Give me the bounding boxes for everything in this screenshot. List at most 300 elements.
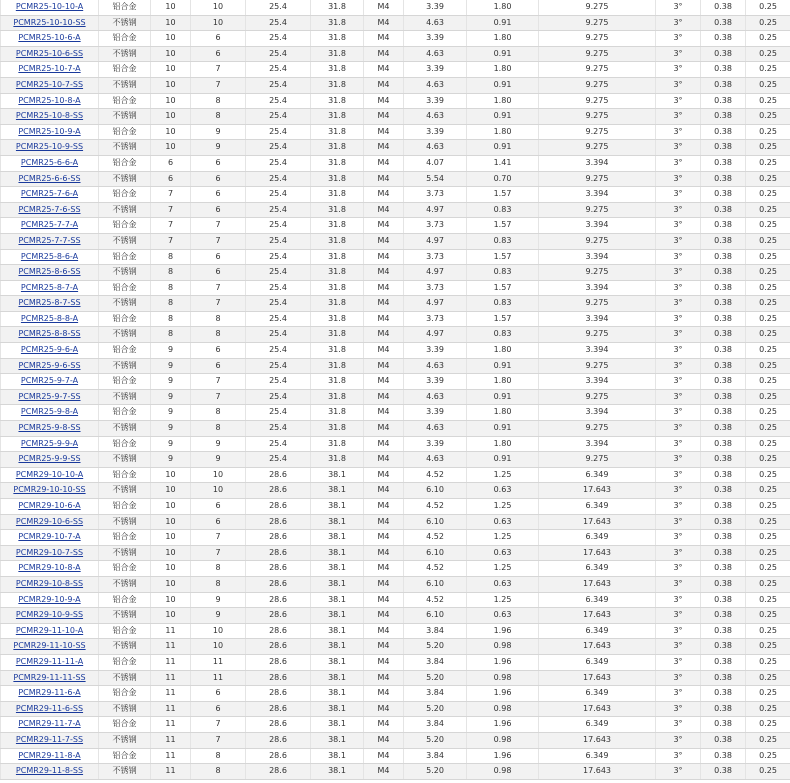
part-number-cell — [1, 639, 99, 655]
table-row — [1, 530, 790, 546]
part-number-link[interactable]: PCMR29-11-10-A — [15, 625, 84, 635]
part-number-link[interactable]: PCMR25-9-7-SS — [18, 391, 81, 401]
value-f-cell: 0.91 — [467, 46, 539, 62]
table-row — [1, 483, 790, 499]
material-cell: 铝合金 — [99, 436, 151, 452]
part-number-cell — [1, 15, 99, 31]
dimension-b-cell: 8 — [191, 109, 246, 125]
value-h-cell: 0.38 — [701, 436, 746, 452]
value-g-cell: 17.643 — [539, 483, 656, 499]
material-cell: 铝合金 — [99, 249, 151, 265]
value-g-cell: 6.349 — [539, 623, 656, 639]
value-h-cell: 0.38 — [701, 686, 746, 702]
dimension-d-cell: 38.1 — [311, 514, 364, 530]
table-row — [1, 561, 790, 577]
value-i-cell: 0.25 — [746, 296, 790, 312]
angle-cell: 3° — [656, 499, 701, 515]
part-number-link[interactable]: PCMR25-10-8-A — [18, 95, 81, 105]
part-number-cell — [1, 171, 99, 187]
dimension-a-cell: 11 — [151, 654, 191, 670]
dimension-c-cell: 25.4 — [246, 0, 311, 15]
value-i-cell: 0.25 — [746, 732, 790, 748]
dimension-c-cell: 25.4 — [246, 140, 311, 156]
value-i-cell: 0.25 — [746, 218, 790, 234]
dimension-d-cell: 31.8 — [311, 15, 364, 31]
value-e-cell: 5.54 — [404, 171, 467, 187]
value-h-cell: 0.38 — [701, 483, 746, 499]
table-row — [1, 592, 790, 608]
value-e-cell: 4.52 — [404, 530, 467, 546]
part-number-cell — [1, 265, 99, 281]
value-i-cell: 0.25 — [746, 701, 790, 717]
value-f-cell: 1.96 — [467, 654, 539, 670]
value-h-cell: 0.38 — [701, 374, 746, 390]
thread-size-cell: M4 — [364, 436, 404, 452]
material-cell: 不锈钢 — [99, 764, 151, 780]
value-f-cell: 1.57 — [467, 311, 539, 327]
part-number-link[interactable]: PCMR25-7-6-A — [20, 189, 79, 199]
value-g-cell: 17.643 — [539, 576, 656, 592]
part-number-link[interactable]: PCMR25-9-8-A — [20, 407, 79, 417]
dimension-b-cell: 6 — [191, 202, 246, 218]
value-e-cell: 4.63 — [404, 452, 467, 468]
table-row — [1, 187, 790, 203]
value-i-cell: 0.25 — [746, 109, 790, 125]
value-e-cell: 3.84 — [404, 748, 467, 764]
value-f-cell: 1.80 — [467, 124, 539, 140]
dimension-d-cell: 38.1 — [311, 670, 364, 686]
part-number-link[interactable]: PCMR25-9-8-SS — [18, 423, 81, 433]
part-number-link[interactable]: PCMR25-10-8-SS — [15, 111, 84, 121]
table-row — [1, 499, 790, 515]
part-number-link[interactable]: PCMR25-8-8-A — [20, 313, 79, 323]
table-row — [1, 701, 790, 717]
part-number-link[interactable]: PCMR29-11-8-SS — [15, 766, 84, 776]
material-cell: 不锈钢 — [99, 265, 151, 281]
dimension-c-cell: 25.4 — [246, 31, 311, 47]
thread-size-cell: M4 — [364, 202, 404, 218]
value-g-cell: 9.275 — [539, 109, 656, 125]
part-number-cell — [1, 701, 99, 717]
value-e-cell: 3.39 — [404, 62, 467, 78]
dimension-d-cell: 38.1 — [311, 717, 364, 733]
part-number-link[interactable]: PCMR25-10-6-A — [18, 33, 81, 43]
part-number-link[interactable]: PCMR25-10-7-SS — [15, 79, 84, 89]
part-number-link[interactable]: PCMR25-10-9-A — [18, 126, 81, 136]
part-number-link[interactable]: PCMR25-7-7-A — [20, 220, 79, 230]
value-h-cell: 0.38 — [701, 701, 746, 717]
material-cell: 铝合金 — [99, 748, 151, 764]
material-cell: 不锈钢 — [99, 608, 151, 624]
value-f-cell: 1.57 — [467, 249, 539, 265]
part-number-link[interactable]: PCMR25-8-8-SS — [18, 329, 81, 339]
value-e-cell: 5.20 — [404, 764, 467, 780]
thread-size-cell: M4 — [364, 155, 404, 171]
value-i-cell: 0.25 — [746, 187, 790, 203]
part-number-link[interactable]: PCMR29-11-10-SS — [13, 641, 86, 651]
value-f-cell: 0.83 — [467, 233, 539, 249]
part-number-link[interactable]: PCMR25-7-7-SS — [18, 235, 81, 245]
value-f-cell: 1.80 — [467, 93, 539, 109]
part-number-link[interactable]: PCMR25-9-6-A — [20, 345, 79, 355]
angle-cell: 3° — [656, 249, 701, 265]
angle-cell: 3° — [656, 483, 701, 499]
part-number-link[interactable]: PCMR29-10-8-SS — [15, 578, 84, 588]
table-row — [1, 15, 790, 31]
value-g-cell: 6.349 — [539, 499, 656, 515]
table-row — [1, 608, 790, 624]
angle-cell: 3° — [656, 233, 701, 249]
value-g-cell: 17.643 — [539, 670, 656, 686]
dimension-c-cell: 28.6 — [246, 467, 311, 483]
part-number-link[interactable]: PCMR25-10-10-SS — [13, 17, 86, 27]
dimension-b-cell: 8 — [191, 405, 246, 421]
dimension-c-cell: 28.6 — [246, 530, 311, 546]
dimension-c-cell: 25.4 — [246, 343, 311, 359]
dimension-d-cell: 38.1 — [311, 701, 364, 717]
dimension-a-cell: 11 — [151, 670, 191, 686]
value-i-cell: 0.25 — [746, 576, 790, 592]
part-number-link[interactable]: PCMR29-10-6-A — [18, 501, 81, 510]
material-cell: 不锈钢 — [99, 514, 151, 530]
dimension-c-cell: 25.4 — [246, 93, 311, 109]
part-number-link[interactable]: PCMR25-9-6-SS — [18, 360, 81, 370]
dimension-a-cell: 10 — [151, 140, 191, 156]
part-number-cell — [1, 296, 99, 312]
part-number-link[interactable]: PCMR25-10-7-A — [18, 64, 81, 74]
thread-size-cell: M4 — [364, 530, 404, 546]
thread-size-cell: M4 — [364, 265, 404, 281]
value-e-cell: 6.10 — [404, 608, 467, 624]
table-row — [1, 639, 790, 655]
value-h-cell: 0.38 — [701, 15, 746, 31]
dimension-d-cell: 31.8 — [311, 405, 364, 421]
angle-cell: 3° — [656, 187, 701, 203]
value-f-cell: 0.91 — [467, 358, 539, 374]
value-f-cell: 0.91 — [467, 140, 539, 156]
dimension-b-cell: 9 — [191, 608, 246, 624]
value-e-cell: 4.97 — [404, 202, 467, 218]
dimension-a-cell: 11 — [151, 764, 191, 780]
part-number-link[interactable]: PCMR25-9-9-A — [20, 438, 79, 448]
thread-size-cell: M4 — [364, 171, 404, 187]
value-i-cell: 0.25 — [746, 764, 790, 780]
value-g-cell: 6.349 — [539, 717, 656, 733]
part-number-cell — [1, 561, 99, 577]
dimension-a-cell: 10 — [151, 514, 191, 530]
material-cell: 不锈钢 — [99, 421, 151, 437]
material-cell: 不锈钢 — [99, 202, 151, 218]
dimension-d-cell: 31.8 — [311, 280, 364, 296]
thread-size-cell: M4 — [364, 77, 404, 93]
material-cell: 铝合金 — [99, 530, 151, 546]
dimension-c-cell: 25.4 — [246, 436, 311, 452]
value-h-cell: 0.38 — [701, 608, 746, 624]
thread-size-cell: M4 — [364, 311, 404, 327]
part-number-link[interactable]: PCMR29-11-6-SS — [15, 703, 84, 713]
dimension-a-cell: 8 — [151, 296, 191, 312]
dimension-a-cell: 8 — [151, 249, 191, 265]
dimension-c-cell: 25.4 — [246, 358, 311, 374]
value-i-cell: 0.25 — [746, 452, 790, 468]
part-number-link[interactable]: PCMR25-6-6-A — [20, 157, 79, 167]
dimension-a-cell: 10 — [151, 77, 191, 93]
thread-size-cell: M4 — [364, 0, 404, 15]
part-number-link[interactable]: PCMR25-7-6-SS — [18, 204, 81, 214]
value-g-cell: 9.275 — [539, 327, 656, 343]
angle-cell: 3° — [656, 748, 701, 764]
angle-cell: 3° — [656, 62, 701, 78]
table-row — [1, 764, 790, 780]
part-number-link[interactable]: PCMR29-10-7-SS — [15, 547, 84, 557]
value-g-cell: 17.643 — [539, 514, 656, 530]
thread-size-cell: M4 — [364, 389, 404, 405]
part-number-link[interactable]: PCMR25-10-6-SS — [15, 48, 84, 58]
value-f-cell: 1.57 — [467, 218, 539, 234]
dimension-c-cell: 28.6 — [246, 639, 311, 655]
value-h-cell: 0.38 — [701, 249, 746, 265]
thread-size-cell: M4 — [364, 654, 404, 670]
dimension-c-cell: 25.4 — [246, 171, 311, 187]
dimension-b-cell: 9 — [191, 592, 246, 608]
material-cell: 铝合金 — [99, 405, 151, 421]
part-number-link[interactable]: PCMR29-10-8-A — [18, 563, 81, 573]
dimension-a-cell: 10 — [151, 15, 191, 31]
dimension-a-cell: 8 — [151, 311, 191, 327]
part-number-link[interactable]: PCMR29-10-6-SS — [15, 516, 84, 526]
value-h-cell: 0.38 — [701, 639, 746, 655]
dimension-c-cell: 28.6 — [246, 654, 311, 670]
part-number-link[interactable]: PCMR29-10-10-A — [15, 469, 84, 479]
value-g-cell: 3.394 — [539, 436, 656, 452]
value-h-cell: 0.38 — [701, 265, 746, 281]
value-g-cell: 17.643 — [539, 608, 656, 624]
part-number-cell — [1, 31, 99, 47]
value-i-cell: 0.25 — [746, 0, 790, 15]
value-g-cell: 9.275 — [539, 0, 656, 15]
part-number-link[interactable]: PCMR29-11-7-A — [18, 719, 81, 729]
angle-cell: 3° — [656, 717, 701, 733]
dimension-a-cell: 9 — [151, 358, 191, 374]
part-number-link[interactable]: PCMR25-10-9-SS — [15, 142, 84, 152]
dimension-c-cell: 25.4 — [246, 109, 311, 125]
angle-cell: 3° — [656, 764, 701, 780]
angle-cell: 3° — [656, 639, 701, 655]
part-number-cell — [1, 405, 99, 421]
table-row — [1, 732, 790, 748]
dimension-b-cell: 6 — [191, 514, 246, 530]
value-e-cell: 3.73 — [404, 218, 467, 234]
thread-size-cell: M4 — [364, 499, 404, 515]
dimension-d-cell: 38.1 — [311, 623, 364, 639]
part-number-link[interactable]: PCMR29-11-6-A — [18, 688, 81, 698]
dimension-b-cell: 7 — [191, 530, 246, 546]
dimension-a-cell: 11 — [151, 686, 191, 702]
part-number-cell — [1, 311, 99, 327]
value-i-cell: 0.25 — [746, 62, 790, 78]
part-number-link[interactable]: PCMR29-10-7-A — [18, 532, 81, 542]
thread-size-cell: M4 — [364, 93, 404, 109]
dimension-c-cell: 25.4 — [246, 405, 311, 421]
material-cell: 不锈钢 — [99, 452, 151, 468]
part-number-link[interactable]: PCMR25-8-6-A — [20, 251, 79, 261]
dimension-b-cell: 9 — [191, 452, 246, 468]
dimension-b-cell: 6 — [191, 686, 246, 702]
value-f-cell: 1.25 — [467, 561, 539, 577]
value-h-cell: 0.38 — [701, 296, 746, 312]
value-h-cell: 0.38 — [701, 233, 746, 249]
dimension-b-cell: 7 — [191, 717, 246, 733]
part-number-link[interactable]: PCMR25-8-6-SS — [18, 267, 81, 277]
value-i-cell: 0.25 — [746, 514, 790, 530]
dimension-c-cell: 28.6 — [246, 561, 311, 577]
dimension-a-cell: 6 — [151, 171, 191, 187]
dimension-d-cell: 31.8 — [311, 233, 364, 249]
dimension-b-cell: 8 — [191, 561, 246, 577]
angle-cell: 3° — [656, 545, 701, 561]
material-cell: 铝合金 — [99, 280, 151, 296]
value-h-cell: 0.38 — [701, 592, 746, 608]
thread-size-cell: M4 — [364, 280, 404, 296]
value-g-cell: 6.349 — [539, 686, 656, 702]
value-i-cell: 0.25 — [746, 280, 790, 296]
value-e-cell: 3.84 — [404, 623, 467, 639]
value-e-cell: 4.97 — [404, 327, 467, 343]
value-h-cell: 0.38 — [701, 405, 746, 421]
part-number-link[interactable]: PCMR25-9-7-A — [20, 376, 79, 386]
part-number-link[interactable]: PCMR25-6-6-SS — [18, 173, 81, 183]
table-row — [1, 717, 790, 733]
value-e-cell: 5.20 — [404, 701, 467, 717]
part-number-cell — [1, 249, 99, 265]
part-number-cell — [1, 93, 99, 109]
value-g-cell: 3.394 — [539, 374, 656, 390]
angle-cell: 3° — [656, 592, 701, 608]
dimension-d-cell: 31.8 — [311, 124, 364, 140]
material-cell: 不锈钢 — [99, 483, 151, 499]
dimension-a-cell: 10 — [151, 483, 191, 499]
value-e-cell: 3.73 — [404, 280, 467, 296]
part-number-cell — [1, 202, 99, 218]
value-e-cell: 3.73 — [404, 311, 467, 327]
value-i-cell: 0.25 — [746, 155, 790, 171]
value-g-cell: 6.349 — [539, 654, 656, 670]
dimension-a-cell: 10 — [151, 530, 191, 546]
material-cell: 不锈钢 — [99, 576, 151, 592]
dimension-d-cell: 38.1 — [311, 530, 364, 546]
value-g-cell: 9.275 — [539, 62, 656, 78]
dimension-d-cell: 31.8 — [311, 327, 364, 343]
dimension-b-cell: 7 — [191, 732, 246, 748]
table-row — [1, 62, 790, 78]
value-h-cell: 0.38 — [701, 327, 746, 343]
part-number-link[interactable]: PCMR29-11-7-SS — [15, 734, 84, 744]
table-row — [1, 202, 790, 218]
thread-size-cell: M4 — [364, 46, 404, 62]
value-e-cell: 4.63 — [404, 109, 467, 125]
angle-cell: 3° — [656, 77, 701, 93]
value-i-cell: 0.25 — [746, 717, 790, 733]
part-number-cell — [1, 670, 99, 686]
value-f-cell: 1.57 — [467, 187, 539, 203]
part-number-link[interactable]: PCMR25-8-7-SS — [18, 298, 81, 308]
value-h-cell: 0.38 — [701, 561, 746, 577]
part-number-cell — [1, 187, 99, 203]
part-number-link[interactable]: PCMR25-10-10-A — [15, 2, 84, 11]
angle-cell: 3° — [656, 218, 701, 234]
value-e-cell: 6.10 — [404, 545, 467, 561]
part-number-link[interactable]: PCMR29-10-10-SS — [13, 485, 86, 495]
dimension-d-cell: 31.8 — [311, 436, 364, 452]
value-f-cell: 1.80 — [467, 374, 539, 390]
material-cell: 不锈钢 — [99, 670, 151, 686]
angle-cell: 3° — [656, 576, 701, 592]
table-row — [1, 93, 790, 109]
part-number-link[interactable]: PCMR25-9-9-SS — [18, 454, 81, 464]
part-number-cell — [1, 280, 99, 296]
angle-cell: 3° — [656, 623, 701, 639]
material-cell: 不锈钢 — [99, 358, 151, 374]
value-f-cell: 0.63 — [467, 545, 539, 561]
part-number-link[interactable]: PCMR29-10-9-SS — [15, 610, 84, 620]
part-number-link[interactable]: PCMR29-10-9-A — [18, 594, 81, 604]
dimension-c-cell: 25.4 — [246, 421, 311, 437]
value-g-cell: 6.349 — [539, 467, 656, 483]
dimension-c-cell: 25.4 — [246, 187, 311, 203]
value-g-cell: 3.394 — [539, 405, 656, 421]
table-row — [1, 140, 790, 156]
table-row — [1, 0, 790, 15]
material-cell: 铝合金 — [99, 467, 151, 483]
part-number-link[interactable]: PCMR25-8-7-A — [20, 282, 79, 292]
dimension-a-cell: 6 — [151, 155, 191, 171]
value-e-cell: 6.10 — [404, 576, 467, 592]
part-number-cell — [1, 124, 99, 140]
dimension-d-cell: 38.1 — [311, 654, 364, 670]
thread-size-cell: M4 — [364, 592, 404, 608]
dimension-b-cell: 11 — [191, 670, 246, 686]
dimension-d-cell: 38.1 — [311, 764, 364, 780]
dimension-b-cell: 6 — [191, 358, 246, 374]
part-number-link[interactable]: PCMR29-11-8-A — [18, 750, 81, 760]
part-number-cell — [1, 732, 99, 748]
dimension-b-cell: 10 — [191, 467, 246, 483]
dimension-d-cell: 38.1 — [311, 748, 364, 764]
value-g-cell: 17.643 — [539, 732, 656, 748]
dimension-b-cell: 8 — [191, 421, 246, 437]
value-i-cell: 0.25 — [746, 171, 790, 187]
angle-cell: 3° — [656, 436, 701, 452]
value-i-cell: 0.25 — [746, 374, 790, 390]
angle-cell: 3° — [656, 109, 701, 125]
angle-cell: 3° — [656, 452, 701, 468]
value-e-cell: 3.84 — [404, 717, 467, 733]
thread-size-cell: M4 — [364, 623, 404, 639]
value-h-cell: 0.38 — [701, 31, 746, 47]
part-number-cell — [1, 343, 99, 359]
dimension-b-cell: 6 — [191, 343, 246, 359]
angle-cell: 3° — [656, 405, 701, 421]
dimension-c-cell: 25.4 — [246, 249, 311, 265]
value-f-cell: 1.25 — [467, 530, 539, 546]
value-e-cell: 5.20 — [404, 732, 467, 748]
part-number-link[interactable]: PCMR29-11-11-SS — [13, 672, 86, 682]
value-i-cell: 0.25 — [746, 202, 790, 218]
part-number-link[interactable]: PCMR29-11-11-A — [15, 656, 84, 666]
dimension-b-cell: 8 — [191, 327, 246, 343]
value-g-cell: 9.275 — [539, 171, 656, 187]
dimension-b-cell: 8 — [191, 748, 246, 764]
